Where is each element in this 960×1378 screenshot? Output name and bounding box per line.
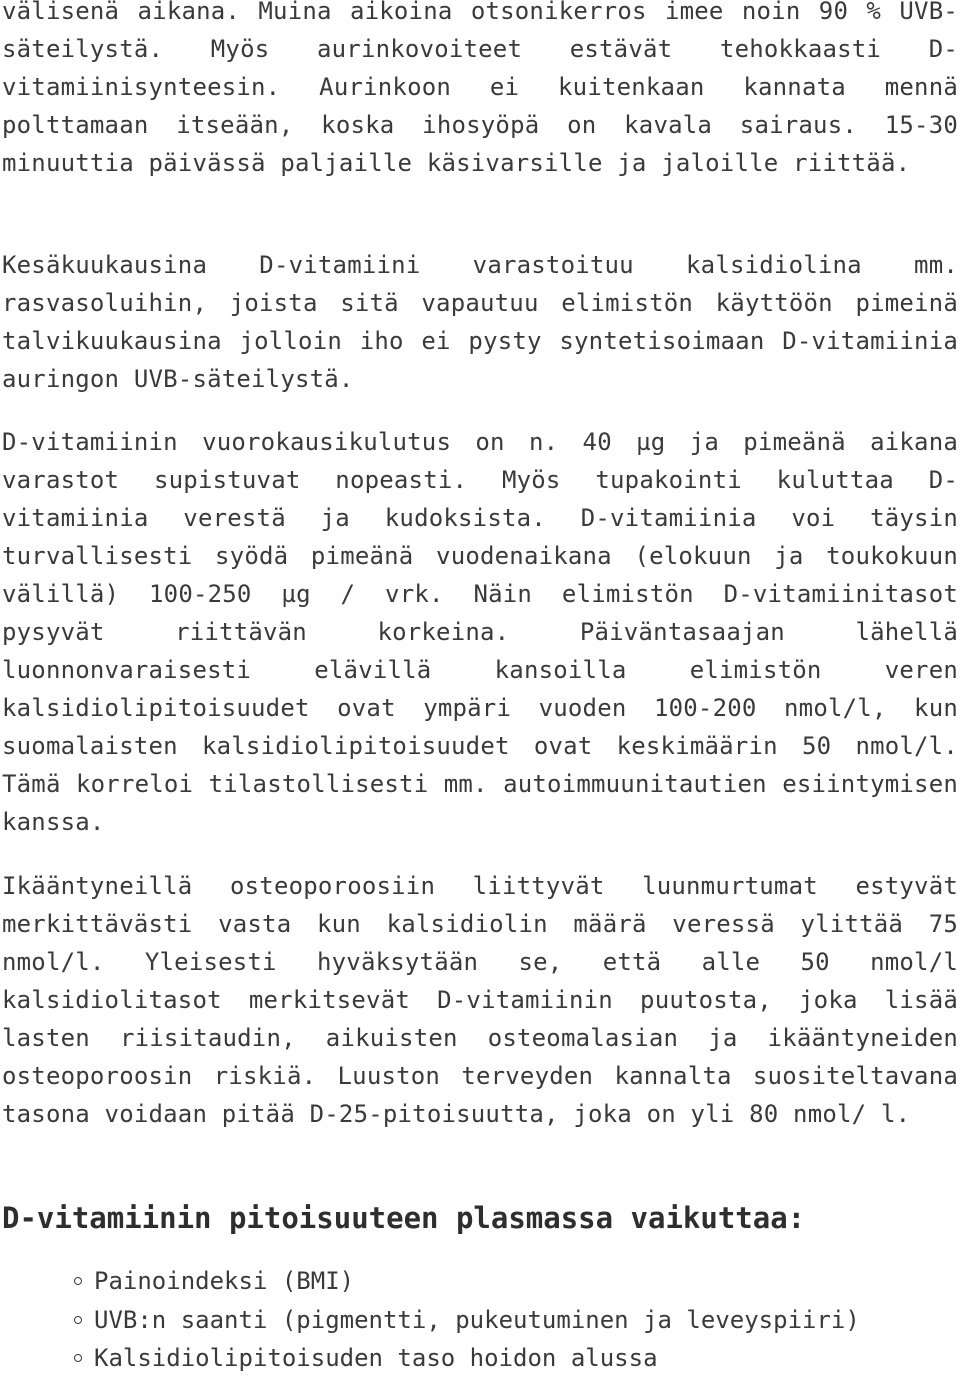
paragraph-uvb-sunscreen: välisenä aikana. Muina aikoina otsonikerros imee noin 90 % UVB-säteilystä. Myös aurinkovoiteet estävät tehokkaasti D-vitamiinisynteesin. Aurinkoon ei kuitenkaan kannata mennä polttamaan itseään, koska ihosyöpä on kavala sairaus. 15-30 minuuttia päivässä paljaille käsivarsille ja jaloille riittää. <box>2 0 958 177</box>
circle-bullet-icon <box>74 1277 82 1285</box>
section-heading: D-vitamiinin pitoisuuteen plasmassa vaikuttaa: <box>2 1201 806 1235</box>
list-item-label: Painoindeksi (BMI) <box>94 1267 355 1295</box>
paragraph-osteoporosis: Ikääntyneillä osteoporoosiin liittyvät luunmurtumat estyvät merkittävästi vasta kun kalsidiolin määrä veressä ylittää 75 nmol/l. Yleisesti hyväksytään se, että alle 50 nmol/l kalsidiolitasot merkitsevät D-vitamiinin puutosta, joka lisää lasten riisitaudin, aikuisten osteomalasian ja ikääntyneiden osteoporoosin riskiä. Luuston terveyden kannalta suositeltavana tasona voidaan pitää D-25-pitoisuutta, joka on yli 80 nmol/ l. <box>2 872 958 1128</box>
list-item-label: Kalsidiolipitoisuden taso hoidon alussa <box>94 1344 658 1372</box>
paragraph-daily-consumption: D-vitamiinin vuorokausikulutus on n. 40 µg ja pimeänä aikana varastot supistuvat nopeasti. Myös tupakointi kuluttaa D-vitamiinia verestä ja kudoksista. D-vitamiinia voi täysin turvallisesti syödä pimeänä vuodenaikana (elokuun ja toukokuun välillä) 100-250 µg / vrk. Näin elimistön D-vitamiinitasot pysyvät riittävän korkeina. Päiväntasaajan lähellä luonnonvaraisesti elävillä kansoilla elimistön veren kalsidiolipitoisuudet ovat ympäri vuoden 100-200 nmol/l, kun suomalaisten kalsidiolipitoisuudet ovat keskimäärin 50 nmol/l. Tämä korreloi tilastollisesti mm. autoimmuunitautien esiintymisen kanssa. <box>2 428 958 836</box>
paragraph-summer-storage: Kesäkuukausina D-vitamiini varastoituu kalsidiolina mm. rasvasoluihin, joista sitä vapautuu elimistön käyttöön pimeinä talvikuukausina jolloin iho ei pysty syntetisoimaan D-vitamiinia auringon UVB-säteilystä. <box>2 251 958 393</box>
factor-list <box>70 1262 860 1378</box>
circle-bullet-icon <box>74 1316 82 1324</box>
list-item <box>70 1301 860 1340</box>
list-item <box>70 1262 860 1301</box>
circle-bullet-icon <box>74 1354 82 1362</box>
list-item <box>70 1339 860 1378</box>
list-item-label: UVB:n saanti (pigmentti, pukeutuminen ja leveyspiiri) <box>94 1305 860 1334</box>
